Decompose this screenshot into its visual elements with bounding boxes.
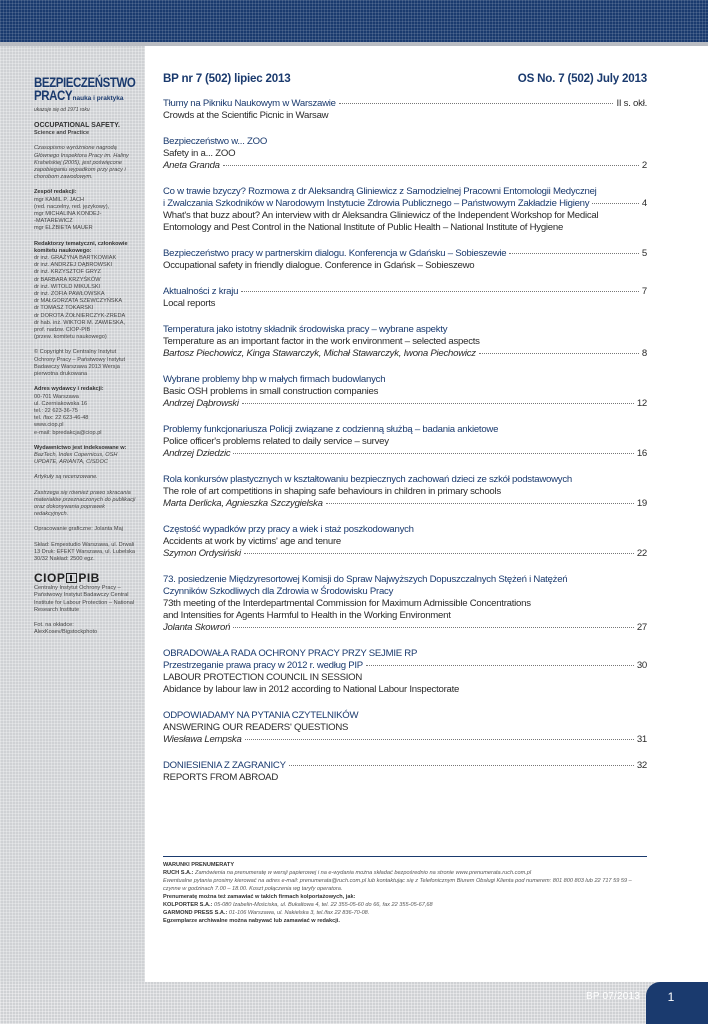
table-of-contents — [163, 98, 647, 784]
ruch-text: Zamówienia na prenumeratę w wersji papierowej i na e-wydania można składać bezpośrednio na stronie www.prenumerata.ruch.com.pl — [195, 870, 532, 876]
contents-page — [163, 72, 647, 798]
entry-title-pl: Bezpieczeństwo pracy w partnerskim dialogu. Konferencja w Gdańsku – Sobieszewie — [163, 248, 507, 259]
dot-leader — [479, 353, 639, 354]
footer-issue-code: BP 07/2013 — [586, 991, 641, 1002]
address-heading: Adres wydawcy i redakcji: — [34, 386, 104, 393]
toc-entry[interactable] — [163, 710, 647, 746]
graphics-credit: Opracowanie graficzne: Jolanta Maj — [34, 526, 123, 533]
board-member: dr inż. ZOFIA PAWŁOWSKA — [34, 291, 105, 298]
dot-leader — [326, 503, 634, 504]
toc-entry[interactable] — [163, 524, 647, 560]
entry-title-pl: Przestrzeganie prawa pracy w 2012 r. według PIP — [163, 660, 363, 671]
dot-leader — [339, 103, 614, 104]
toc-entry[interactable] — [163, 760, 647, 784]
entry-title-en: and Intensities for Agents Harmful to Health in the Working Environment — [163, 610, 451, 621]
toc-entry[interactable] — [163, 136, 647, 172]
since-note: ukazuje się od 1971 roku — [34, 107, 90, 113]
address-line: ul. Czerniakowska 16 — [34, 400, 88, 407]
ciop-logo-left: CIOP — [34, 571, 66, 586]
ciop-pib-logo — [34, 571, 138, 586]
board-member: prof. nadzw. CIOP-PIB — [34, 327, 91, 334]
editorial-team-heading: Zespół redakcji: — [34, 189, 77, 196]
entry-page: II s. okł. — [616, 98, 647, 109]
entry-title-en: Safety in a... ZOO — [163, 148, 236, 159]
editorial-member: (red. naczelny, red. językowy), — [34, 203, 110, 210]
bottom-pattern-band — [0, 982, 708, 1024]
indexing — [34, 445, 138, 467]
questions-text: Ewentualne pytania prosimy kierować na adres e-mail: prenumerata@ruch.com.pl lub kontaktując się z Telefonicznym Biurem Obsługi Klienta pod numerem: 801 800 803 lub 22 717 59 59 – czynne w godzinach 7.00 – 18.00. Koszt połączenia wg taryfy operatora. — [163, 878, 632, 892]
issue-header — [163, 72, 647, 85]
entry-page: 7 — [641, 286, 647, 297]
dot-leader — [241, 291, 639, 292]
entry-title-en: Temperature as an important factor in the work environment – selected aspects — [163, 336, 480, 347]
subscription-terms — [163, 856, 647, 925]
kolporter-label: KOLPORTER S.A.: — [163, 902, 213, 908]
entry-section-en: LABOUR PROTECTION COUNCIL IN SESSION — [163, 672, 363, 683]
editorial-member: mgr MICHALINA KONDEJ- — [34, 211, 102, 218]
toc-entry[interactable] — [163, 286, 647, 310]
dot-leader — [233, 627, 634, 628]
toc-entry[interactable] — [163, 474, 647, 510]
scientific-board — [34, 241, 138, 342]
english-subtitle: Science and Practice — [34, 130, 90, 137]
entry-title-en: 73th meeting of the Interdepartmental Commission for Maximum Admissible Concentrations — [163, 598, 531, 609]
board-member: dr MAŁGORZATA SZEWCZYŃSKA — [34, 298, 123, 305]
archive-text: Egzemplarze archiwalne można nabywać lub zamawiać w redakcji. — [163, 918, 340, 924]
address-line: www.ciop.pl — [34, 422, 64, 429]
masthead-content — [34, 76, 138, 636]
editorial-team — [34, 189, 138, 232]
entry-title-en: Police officer's problems related to daily service – survey — [163, 436, 389, 447]
institute-name: Centralny Instytut Ochrony Pracy – Państwowy Instytut Badawczy Central Institute for Labour Protection – National Research Institute — [34, 585, 135, 613]
indexing-list: BazTech, Index Copernicus, OSH UPDATE, ARIANTA, CISDOC — [34, 451, 118, 466]
board-member: (przew. komitetu naukowego) — [34, 334, 107, 341]
toc-entry[interactable] — [163, 248, 647, 272]
entry-page: 12 — [636, 398, 647, 409]
dot-leader — [289, 765, 634, 766]
issue-title-pl: BP nr 7 (502) lipiec 2013 — [163, 72, 291, 85]
board-member: dr DOROTA ŻOŁNIERCZYK-ZREDA — [34, 312, 126, 319]
entry-page: 8 — [641, 348, 647, 359]
dot-leader — [592, 203, 639, 204]
board-member: dr inż. ANDRZEJ DĄBROWSKI — [34, 262, 113, 269]
entry-author: Marta Derlicka, Agnieszka Szczygielska — [163, 498, 323, 509]
entry-author: Szymon Ordysiński — [163, 548, 241, 559]
page-number: 1 — [667, 990, 675, 1004]
entry-title-pl: Temperatura jako istotny składnik środowiska pracy – wybrane aspekty — [163, 324, 448, 335]
ciop-logo-right: PIB — [78, 571, 100, 586]
logo-line-1: BEZPIECZEŃSTWO — [34, 74, 136, 90]
entry-title-en: Occupational safety in friendly dialogue. Conference in Gdańsk – Sobieszewo — [163, 260, 475, 271]
entry-author: Wiesława Lempska — [163, 734, 242, 745]
cover-photo-credit: Fot. na okładce: AlexKosev/Bigstockphoto — [34, 621, 98, 636]
entry-page: 27 — [636, 622, 647, 633]
entry-page: 31 — [636, 734, 647, 745]
entry-title-en: Crowds at the Scientific Picnic in Warsaw — [163, 110, 329, 121]
entry-section-en: REPORTS FROM ABROAD — [163, 772, 279, 783]
masthead-sidebar — [0, 46, 145, 982]
toc-entry[interactable] — [163, 374, 647, 410]
entry-title-pl: Rola konkursów plastycznych w kształtowaniu bezpiecznych zachowań dzieci ze szkół podstawowych — [163, 474, 572, 485]
entry-page: 5 — [641, 248, 647, 259]
print-credit: Skład: Empestudio Warszawa, ul. Drwali 13 Druk: EFEKT Warszawa, ul. Lubelska 30/32 Nakład: 2500 egz. — [34, 541, 136, 562]
english-title: OCCUPATIONAL SAFETY. — [34, 122, 120, 130]
entry-title-en: Local reports — [163, 298, 216, 309]
toc-entry[interactable] — [163, 98, 647, 122]
dot-leader — [233, 453, 633, 454]
entry-section-pl: DONIESIENIA Z ZAGRANICY — [163, 760, 286, 771]
toc-entry[interactable] — [163, 424, 647, 460]
top-pattern-band — [0, 0, 708, 46]
entry-title-en: The role of art competitions in shaping safe behaviours in children in primary schools — [163, 486, 501, 497]
ciop-emblem-icon — [66, 573, 77, 583]
subscription-heading: WARUNKI PRENUMERATY — [163, 862, 235, 868]
entry-page: 16 — [636, 448, 647, 459]
journal-logo — [34, 76, 138, 102]
address-line: 00-701 Warszawa — [34, 393, 79, 400]
address-line: tel. /fax: 22 623-46-48 — [34, 415, 89, 422]
board-member: dr inż. GRAŻYNA BARTKOWIAK — [34, 255, 117, 262]
toc-entry[interactable] — [163, 324, 647, 360]
agencies-text: Prenumeratę można też zamawiać w takich firmach kolportażowych, jak: — [163, 894, 356, 900]
toc-entry[interactable] — [163, 186, 647, 234]
editorial-member: mgr KAMIL P. JACH — [34, 196, 85, 203]
toc-entry[interactable] — [163, 648, 647, 696]
entry-title-pl: i Zwalczania Szkodników w Narodowym Instytucie Zdrowia Publicznego – Państwowym Zakładzie Higieny — [163, 198, 590, 209]
garmond-label: GARMOND PRESS S.A.: — [163, 910, 228, 916]
entry-title-pl: Bezpieczeństwo w... ZOO — [163, 136, 268, 147]
logo-line-2: PRACY — [34, 87, 73, 103]
dot-leader — [245, 739, 634, 740]
entry-author: Andrzej Dąbrowski — [163, 398, 239, 409]
board-member: dr inż. WITOLD MIKULSKI — [34, 283, 101, 290]
dot-leader — [366, 665, 634, 666]
publisher-address — [34, 386, 138, 436]
kolporter-text: 05-080 Izabelin-Mościska, ul. Bukaltowa 4, tel. 22 355-05-60 do 66, fax 22 355-05-67,68 — [213, 902, 433, 908]
entry-title-pl: 73. posiedzenie Międzyresortowej Komisji do Spraw Najwyższych Dopuszczalnych Stężeń i Natężeń — [163, 574, 568, 585]
entry-title-en: Basic OSH problems in small construction companies — [163, 386, 379, 397]
board-member: dr inż. KRZYSZTOF GRYZ — [34, 269, 101, 276]
entry-section-en: ANSWERING OUR READERS' QUESTIONS — [163, 722, 349, 733]
scientific-board-heading: Redaktorzy tematyczni, członkowie komitetu naukowego: — [34, 240, 128, 254]
entry-section-pl: ODPOWIADAMY NA PYTANIA CZYTELNIKÓW — [163, 710, 359, 721]
entry-author: Andrzej Dziedzic — [163, 448, 231, 459]
indexing-heading: Wydawnictwo jest indeksowane w: — [34, 444, 127, 451]
copyright-note: © Copyright by Centralny Instytut Ochrony Pracy – Państwowy Instytut Badawczy Warszawa 2013 Wersja pierwotna drukowana — [34, 349, 126, 378]
entry-title-pl: Problemy funkcjonariusza Policji związane z codzienną służbą – badania ankietowe — [163, 424, 499, 435]
entry-title-pl: Czynników Szkodliwych dla Zdrowia w Środowisku Pracy — [163, 586, 394, 597]
entry-author: Bartosz Piechowicz, Kinga Stawarczyk, Michał Stawarczyk, Iwona Piechowicz — [163, 348, 476, 359]
entry-section-pl: OBRADOWAŁA RADA OCHRONY PRACY PRZY SEJMIE RP — [163, 648, 418, 659]
board-member: dr TOMASZ TOKARSKI — [34, 305, 94, 312]
entry-title-en: Abidance by labour law in 2012 according to National Labour Inspectorate — [163, 684, 460, 695]
garmond-text: 01-106 Warszawa, ul. Nakielska 3, tel./fax 22 836-70-08. — [228, 910, 370, 916]
review-note: Artykuły są recenzowane. — [34, 474, 98, 481]
award-note: Czasopismo wyróżnione nagrodą Głównego Inspektora Pracy im. Haliny Krahelskiej (2005), jest poświęcone zapobieganiu wypadkom przy pracy i chorobom zawodowym. — [34, 145, 129, 181]
ruch-label: RUCH S.A.: — [163, 870, 194, 876]
issue-title-en: OS No. 7 (502) July 2013 — [517, 72, 647, 85]
dot-leader — [509, 253, 639, 254]
entry-page: 19 — [636, 498, 647, 509]
editorial-member: -MATAREWICZ — [34, 218, 73, 225]
entry-page: 30 — [636, 660, 647, 671]
entry-title-pl: Częstość wypadków przy pracy a wiek i staż poszkodowanych — [163, 524, 414, 535]
entry-author: Jolanta Skowroń — [163, 622, 231, 633]
entry-title-pl: Wybrane problemy bhp w małych firmach budowlanych — [163, 374, 386, 385]
board-member: dr hab. inż. WIKTOR M. ZAWIESKA, — [34, 319, 126, 326]
toc-entry[interactable] — [163, 574, 647, 634]
entry-title-pl: Co w trawie bzyczy? Rozmowa z dr Aleksandrą Gliniewicz z Samodzielnej Pracowni Entomologii Medycznej — [163, 186, 597, 197]
entry-author: Aneta Granda — [163, 160, 220, 171]
entry-title-en: Accidents at work by victims' age and tenure — [163, 536, 341, 547]
dot-leader — [242, 403, 634, 404]
dot-leader — [223, 165, 639, 166]
entry-title-pl: Aktualności z kraju — [163, 286, 239, 297]
entry-page: 32 — [636, 760, 647, 771]
board-member: dr BARBARA KRZYŚKÓW — [34, 276, 101, 283]
entry-page: 2 — [641, 160, 647, 171]
address-line: tel.: 22 623-36-75 — [34, 407, 78, 414]
editorial-member: mgr ELŻBIETA MAUER — [34, 225, 93, 232]
entry-page: 22 — [636, 548, 647, 559]
rights-note: Zastrzega się również prawo skracania materiałów przeznaczonych do publikacji oraz dokonywania poprawek redakcyjnych. — [34, 489, 136, 518]
logo-tagline: nauka i praktyka — [72, 94, 124, 102]
entry-title-en: Entomology and Pest Control in the National Institute of Public Health – National Institute of Hygiene — [163, 222, 564, 233]
address-line: e-mail: bpredakcja@ciop.pl — [34, 429, 102, 436]
entry-title-pl: Tłumy na Pikniku Naukowym w Warszawie — [163, 98, 336, 109]
entry-title-en: What's that buzz about? An interview with dr Aleksandra Gliniewicz of the Independent Workshop for Medical — [163, 210, 599, 221]
entry-page: 4 — [641, 198, 647, 209]
dot-leader — [244, 553, 634, 554]
